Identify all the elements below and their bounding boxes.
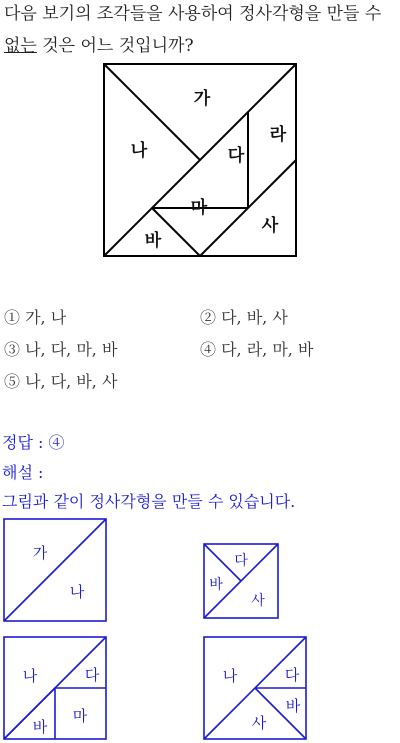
question-line-2 <box>4 36 194 56</box>
question-line-2-rest: 것은 어느 것입니까? <box>36 36 194 56</box>
solution-2-label-da: 다 <box>234 553 248 569</box>
tangram-line-diagonal-upper <box>104 64 200 160</box>
piece-label-ra: 라 <box>269 125 287 145</box>
solution-figure-3 <box>3 636 107 740</box>
solution-figure-2 <box>203 543 279 619</box>
piece-label-ga: 가 <box>193 89 211 109</box>
answer-label: 정답 : ④ <box>2 433 65 452</box>
choice-4[interactable]: ④ 다, 라, 마, 바 <box>200 340 314 359</box>
piece-label-na: 나 <box>130 141 148 161</box>
piece-label-da: 다 <box>227 146 245 166</box>
choice-2[interactable]: ② 다, 바, 사 <box>200 308 288 327</box>
solution-3-label-ba: 바 <box>32 718 48 736</box>
solution-4-label-da: 다 <box>284 666 300 684</box>
solution-figure-4 <box>203 636 307 740</box>
piece-label-sa: 사 <box>261 216 279 236</box>
explanation-text: 그림과 같이 정사각형을 만들 수 있습니다. <box>2 492 296 511</box>
solution-4-label-na: 나 <box>222 667 238 685</box>
solution-3-label-da: 다 <box>84 666 100 684</box>
choice-3[interactable]: ③ 나, 다, 마, 바 <box>4 340 118 359</box>
explanation-label: 해설 : <box>2 463 44 482</box>
solution-4-label-ba: 바 <box>285 697 301 715</box>
tangram-figure <box>103 63 297 257</box>
solution-figure-1 <box>3 518 107 622</box>
underlined-word: 없는 <box>4 36 37 56</box>
solution-4-label-sa: 사 <box>251 714 267 732</box>
piece-label-ma: 마 <box>190 198 208 218</box>
solution-1-label-ga: 가 <box>32 544 48 562</box>
solution-2-label-sa: 사 <box>251 593 265 609</box>
choice-1[interactable]: ① 가, 나 <box>4 308 67 327</box>
solution-3-label-na: 나 <box>22 667 38 685</box>
solution-1-label-na: 나 <box>69 583 85 601</box>
question-line-1: 다음 보기의 조각들을 사용하여 정사각형을 만들 수 <box>4 4 382 24</box>
solution-2-label-ba: 바 <box>209 577 223 593</box>
choice-5[interactable]: ⑤ 나, 다, 바, 사 <box>4 372 118 391</box>
piece-label-ba: 바 <box>144 231 162 251</box>
solution-3-label-ma: 마 <box>72 707 88 725</box>
